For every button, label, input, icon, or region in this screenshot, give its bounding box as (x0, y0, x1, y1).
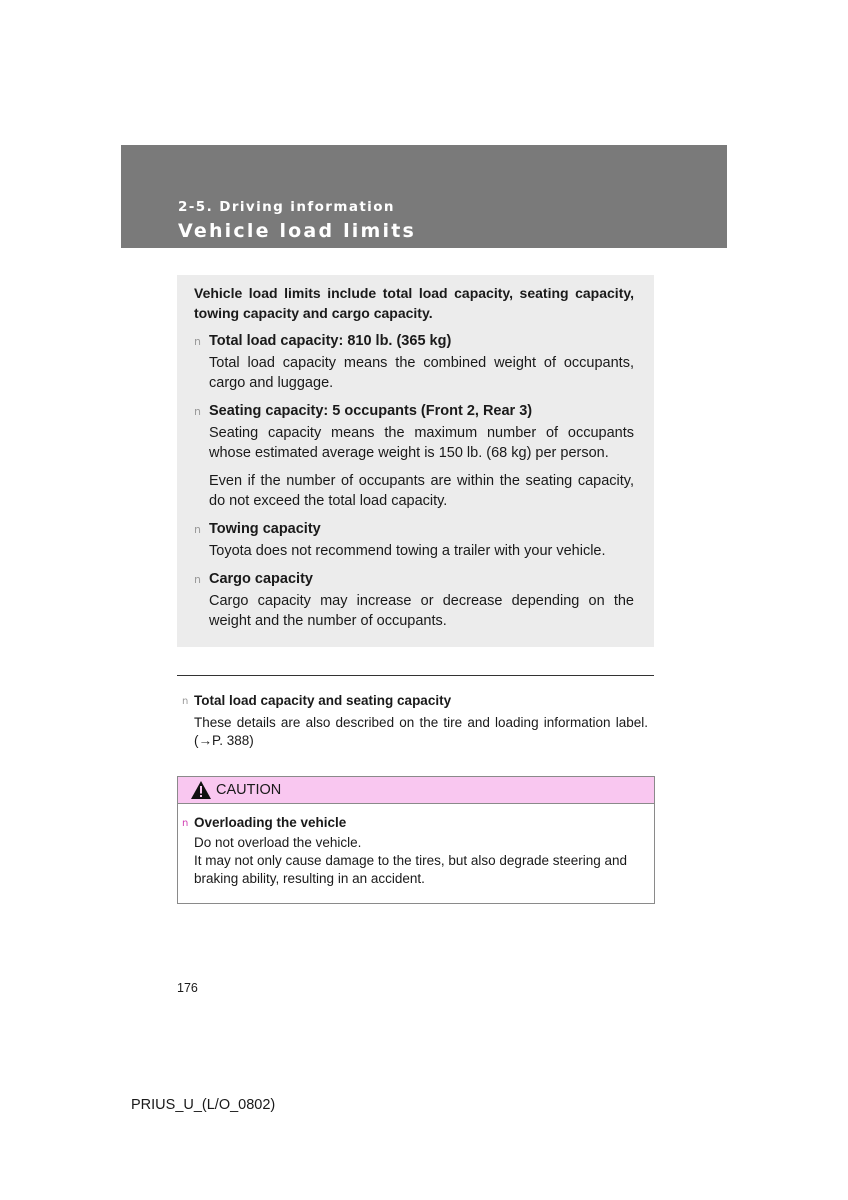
item-body-extra: Even if the number of occupants are within the seating capacity, do not exceed the total load capacity. (209, 473, 634, 509)
note-body: These details are also described on the tire and loading information label. (→P. 388) (194, 715, 648, 748)
section-label: 2-5. Driving information (178, 199, 395, 215)
bullet-icon: n (194, 573, 201, 586)
item-heading-text: Cargo capacity (209, 571, 313, 587)
summary-box (177, 275, 654, 647)
caution-label: CAUTION (216, 782, 282, 798)
list-item (194, 569, 634, 631)
document-code: PRIUS_U_(L/O_0802) (131, 1097, 276, 1113)
item-body: Total load capacity means the combined weight of occupants, cargo and luggage. (209, 355, 634, 391)
item-body: Seating capacity means the maximum number of occupants whose estimated average weight is 150 lb. (68 kg) per person. (209, 425, 634, 461)
page-title: Vehicle load limits (178, 220, 416, 242)
bullet-icon: n (194, 523, 201, 536)
caution-line: Do not overload the vehicle. (194, 835, 362, 850)
caution-line: It may not only cause damage to the tires, but also degrade steering and braking ability, resulting in an accident. (194, 853, 628, 886)
item-body: Toyota does not recommend towing a trailer with your vehicle. (209, 543, 606, 559)
caution-box (177, 776, 655, 904)
bullet-icon: n (182, 696, 189, 707)
note-heading-text: Total load capacity and seating capacity (194, 693, 452, 708)
caution-heading (182, 814, 650, 832)
caution-content (182, 814, 650, 888)
item-heading-text: Seating capacity: 5 occupants (Front 2, Rear 3) (209, 403, 533, 419)
note-heading (182, 692, 648, 710)
item-heading (194, 519, 634, 539)
page-number: 176 (177, 981, 198, 995)
item-heading (194, 331, 634, 351)
list-item (194, 401, 634, 511)
list-item (194, 331, 634, 393)
item-heading (194, 401, 634, 421)
section-header (121, 145, 727, 248)
item-body: Cargo capacity may increase or decrease depending on the weight and the number of occupants. (209, 593, 634, 629)
item-heading-text: Total load capacity: 810 lb. (365 kg) (209, 333, 452, 349)
item-heading (194, 569, 634, 589)
section-divider (177, 675, 654, 676)
caution-heading-text: Overloading the vehicle (194, 815, 347, 830)
info-note (182, 692, 648, 750)
bullet-icon: n (194, 405, 201, 418)
intro-text: Vehicle load limits include total load capacity, seating capacity, towing capacity and cargo capacity. (194, 285, 634, 321)
caution-header (178, 777, 654, 804)
bullet-icon: n (182, 818, 189, 829)
warning-triangle-icon (190, 780, 212, 800)
item-heading-text: Towing capacity (209, 521, 321, 537)
list-item (194, 519, 634, 561)
bullet-icon: n (194, 335, 201, 348)
